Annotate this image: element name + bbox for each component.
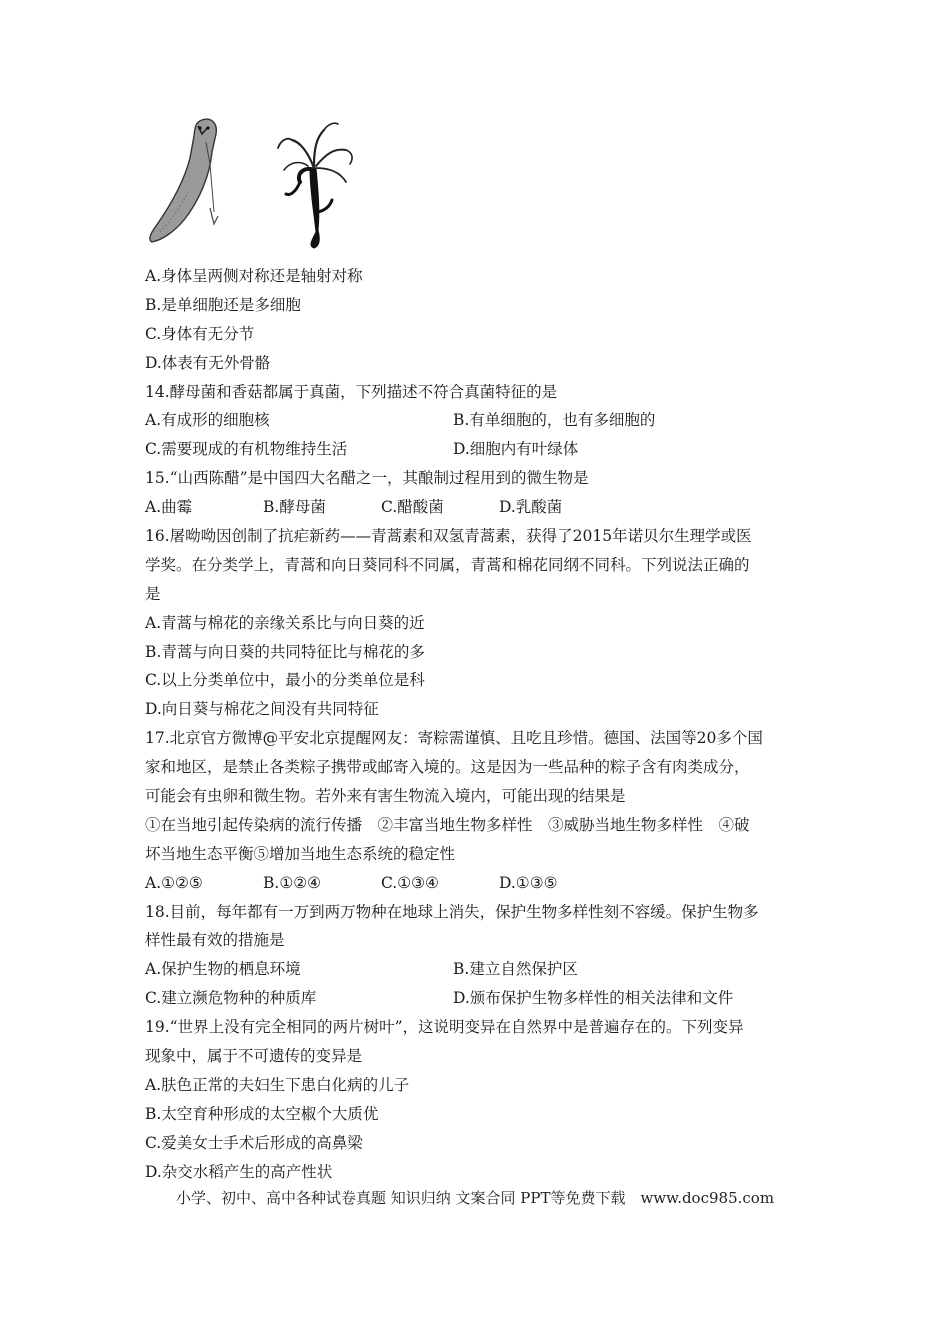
q17-option-b: B.①②④ [263,873,322,892]
q19-option-a: A.肤色正常的夫妇生下患白化病的儿子 [145,1075,410,1094]
q19-stem-line: 现象中，属于不可遗传的变异是 [145,1047,363,1066]
q17-option-a: A.①②⑤ [145,873,203,892]
q13-option-b: B.是单细胞还是多细胞 [145,295,301,314]
q16-option-c: C.以上分类单位中，最小的分类单位是科 [145,671,425,690]
question-content [145,262,825,1187]
q16-stem-line: 学奖。在分类学上，青蒿和向日葵同科不同属，青蒿和棉花同纲不同科。下列说法正确的 [145,555,750,574]
q13-option-d: D.体表有无外骨骼 [145,353,271,372]
q15-stem: 15.“山西陈醋”是中国四大名醋之一，其酿制过程用到的微生物是 [145,469,589,488]
q15-option-d: D.乳酸菌 [499,498,563,517]
q17-stem-line: ①在当地引起传染病的流行传播 ②丰富当地生物多样性 ③威胁当地生物多样性 ④破 [145,815,750,834]
q15-options [145,493,825,522]
q18-option-d: D.颁布保护生物多样性的相关法律和文件 [453,989,734,1008]
q18-option-a: A.保护生物的栖息环境 [145,960,301,979]
hydra-drawing [278,123,352,248]
q14-option-d: D.细胞内有叶绿体 [453,440,579,459]
q15-option-c: C.醋酸菌 [381,498,444,517]
q15-option-b: B.酵母菌 [263,498,326,517]
q18-options-row-2 [145,984,825,1013]
q14-option-a: A.有成形的细胞核 [145,411,270,430]
q16-stem-line: 16.屠呦呦因创制了抗疟新药——青蒿素和双氢青蒿素，获得了2015年诺贝尔生理学或医 [145,527,752,546]
q17-stem-line: 可能会有虫卵和微生物。若外来有害生物流入境内，可能出现的结果是 [145,787,626,806]
q16-stem-line: 是 [145,584,161,603]
q14-option-c: C.需要现成的有机物维持生活 [145,440,348,459]
q18-option-c: C.建立濒危物种的种质库 [145,989,317,1008]
q19-stem-line: 19.“世界上没有完全相同的两片树叶”，这说明变异在自然界中是普遍存在的。下列变异 [145,1018,744,1037]
q19-option-d: D.杂交水稻产生的高产性状 [145,1162,333,1181]
q14-options-row-1 [145,406,825,435]
q17-stem-line: 家和地区，是禁止各类粽子携带或邮寄入境的。这是因为一些品种的粽子含有肉类成分， [145,758,750,777]
q18-stem-line: 样性最有效的措施是 [145,931,285,950]
q15-option-a: A.曲霉 [145,498,193,517]
q17-option-d: D.①③⑤ [499,873,558,892]
q14-options-row-2 [145,435,825,464]
q17-option-c: C.①③④ [381,873,439,892]
q13-option-a: A.身体呈两侧对称还是轴射对称 [145,267,363,285]
q19-option-b: B.太空育种形成的太空椒个大质优 [145,1104,379,1123]
q16-option-a: A.青蒿与棉花的亲缘关系比与向日葵的近 [145,613,425,632]
flatworm-drawing [150,119,218,242]
q19-option-c: C.爱美女士手术后形成的高鼻梁 [145,1133,363,1152]
q16-option-d: D.向日葵与棉花之间没有共同特征 [145,700,379,719]
q16-option-b: B.青蒿与向日葵的共同特征比与棉花的多 [145,642,425,661]
q18-options-row-1 [145,955,825,984]
q13-option-c: C.身体有无分节 [145,324,255,343]
page-footer: 小学、初中、高中各种试卷真题 知识归纳 文案合同 PPT等免费下载 www.doc985.com [175,1189,775,1207]
q17-options [145,869,825,898]
q14-option-b: B.有单细胞的，也有多细胞的 [453,411,656,430]
q17-stem-line: 17.北京官方微博@平安北京提醒网友：寄粽需谨慎、且吃且珍惜。德国、法国等20多个国 [145,729,763,748]
animal-illustrations [140,112,370,252]
q14-stem: 14.酵母菌和香菇都属于真菌，下列描述不符合真菌特征的是 [145,382,558,401]
q18-option-b: B.建立自然保护区 [453,960,578,979]
q18-stem-line: 18.目前，每年都有一万到两万物种在地球上消失，保护生物多样性刻不容缓。保护生物多 [145,902,759,921]
q17-stem-line: 坏当地生态平衡⑤增加当地生态系统的稳定性 [145,844,456,863]
